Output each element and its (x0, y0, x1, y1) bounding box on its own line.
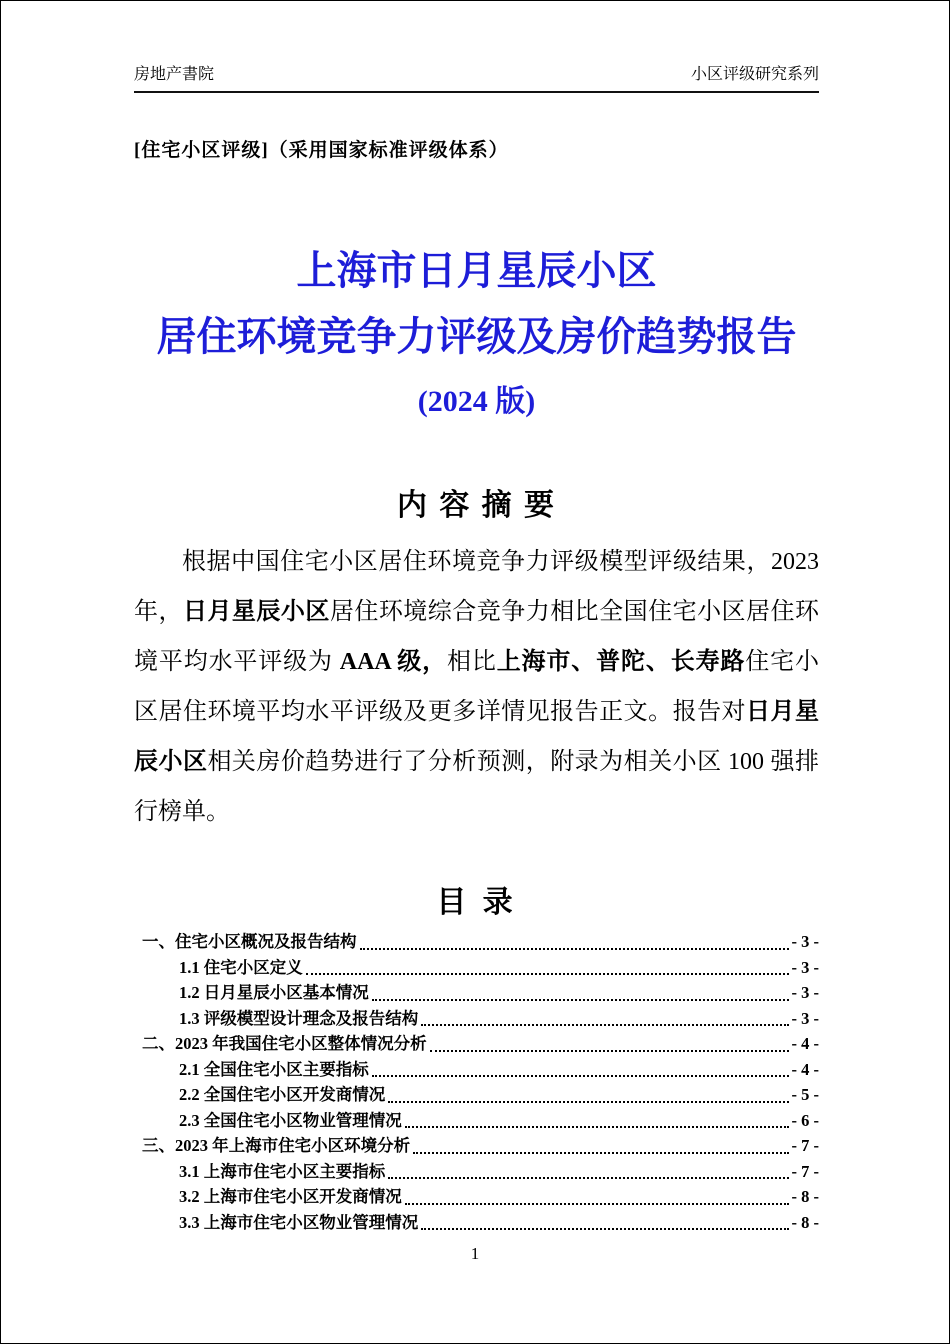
report-title-block (134, 248, 819, 420)
toc-entry[interactable] (134, 1031, 819, 1057)
toc-leader-dots (372, 999, 789, 1001)
abstract-segment: 住宅小区居住环境平均水平评级及更多详情见报告正文。报告对 (134, 649, 820, 725)
toc-entry[interactable] (134, 1184, 819, 1210)
abstract-segment: 居住环境综合竞争力相比全国住宅小区居住环境平均水平评级为 (134, 599, 820, 675)
toc-entry-label: 一、住宅小区概况及报告结构 (142, 932, 357, 951)
page-number: 1 (470, 1244, 480, 1263)
toc-leader-dots (388, 1101, 788, 1103)
abstract-segment-community-name: 日月星辰小区 (134, 699, 820, 775)
toc-entry-page: - 7 - (791, 1136, 819, 1155)
toc-entry-page: - 6 - (791, 1110, 819, 1130)
toc-entry-label: 3.1 上海市住宅小区主要指标 (179, 1161, 386, 1181)
toc-entry[interactable] (134, 1210, 819, 1236)
abstract-segment-region: 上海市、普陀、长寿路 (496, 649, 746, 675)
toc-entry-page: - 7 - (791, 1161, 819, 1181)
page-header (134, 61, 819, 93)
toc-leader-dots (413, 1152, 788, 1154)
report-title-line1: 上海市日月星辰小区 (296, 248, 657, 293)
toc-heading: 目 录 (436, 886, 517, 919)
header-right-series: 小区评级研究系列 (690, 66, 819, 83)
toc-entry-page: - 4 - (791, 1034, 819, 1053)
toc-entry-label: 2.1 全国住宅小区主要指标 (179, 1059, 369, 1079)
toc-entry-label: 3.2 上海市住宅小区开发商情况 (179, 1187, 402, 1206)
toc-entry[interactable] (134, 980, 819, 1006)
toc-entry-label: 3.3 上海市住宅小区物业管理情况 (179, 1212, 419, 1232)
toc-leader-dots (405, 1126, 789, 1128)
abstract-segment-rating: AAA 级， (339, 649, 447, 675)
toc-entry-page: - 5 - (791, 1085, 819, 1104)
toc-entry-page: - 8 - (791, 1187, 819, 1206)
toc-entry[interactable] (134, 1057, 819, 1083)
toc-leader-dots (372, 1075, 789, 1077)
abstract-segment: 相比 (446, 649, 497, 675)
toc-entry[interactable] (134, 1159, 819, 1185)
toc-leader-dots (388, 1177, 788, 1179)
toc-entry-label: 1.2 日月星辰小区基本情况 (179, 983, 369, 1002)
toc-entry-label: 1.1 住宅小区定义 (179, 957, 303, 977)
toc-entry[interactable] (134, 955, 819, 981)
toc-entry-page: - 4 - (791, 1059, 819, 1079)
abstract-segment-community-name: 日月星辰小区 (182, 599, 330, 625)
toc-entry[interactable] (134, 1133, 819, 1159)
abstract-segment: 根据中国住宅小区居住环境竞争力评级模型评级结果，2023 年， (134, 549, 819, 625)
toc-entry-label: 1.3 评级模型设计理念及报告结构 (179, 1008, 419, 1028)
table-of-contents (134, 929, 819, 1235)
toc-leader-dots (405, 1203, 789, 1205)
subject-line: [住宅小区评级]（采用国家标准评级体系） (134, 140, 509, 161)
toc-entry-label: 三、2023 年上海市住宅小区环境分析 (142, 1136, 411, 1155)
report-title-edition: (2024 版) (417, 385, 536, 418)
abstract-paragraph (134, 537, 819, 837)
toc-entry-page: - 3 - (791, 1008, 819, 1028)
toc-leader-dots (421, 1228, 788, 1230)
toc-entry[interactable] (134, 1108, 819, 1134)
toc-leader-dots (421, 1024, 788, 1026)
abstract-heading: 内 容 摘 要 (396, 489, 556, 522)
toc-entry[interactable] (134, 929, 819, 955)
toc-leader-dots (306, 973, 789, 975)
toc-leader-dots (430, 1050, 789, 1052)
toc-entry-page: - 3 - (791, 983, 819, 1002)
toc-entry-page: - 3 - (791, 957, 819, 977)
toc-entry-label: 二、2023 年我国住宅小区整体情况分析 (142, 1034, 427, 1053)
toc-entry-page: - 3 - (791, 932, 819, 951)
toc-entry-label: 2.3 全国住宅小区物业管理情况 (179, 1110, 402, 1130)
abstract-segment: 相关房价趋势进行了分析预测，附录为相关小区 100 强排行榜单。 (134, 749, 820, 825)
toc-entry[interactable] (134, 1006, 819, 1032)
toc-leader-dots (360, 948, 789, 950)
toc-entry[interactable] (134, 1082, 819, 1108)
header-left-brand: 房地产書院 (134, 66, 215, 83)
toc-entry-label: 2.2 全国住宅小区开发商情况 (179, 1085, 386, 1104)
report-title-line2: 居住环境竞争力评级及房价趋势报告 (156, 314, 797, 359)
toc-entry-page: - 8 - (791, 1212, 819, 1232)
